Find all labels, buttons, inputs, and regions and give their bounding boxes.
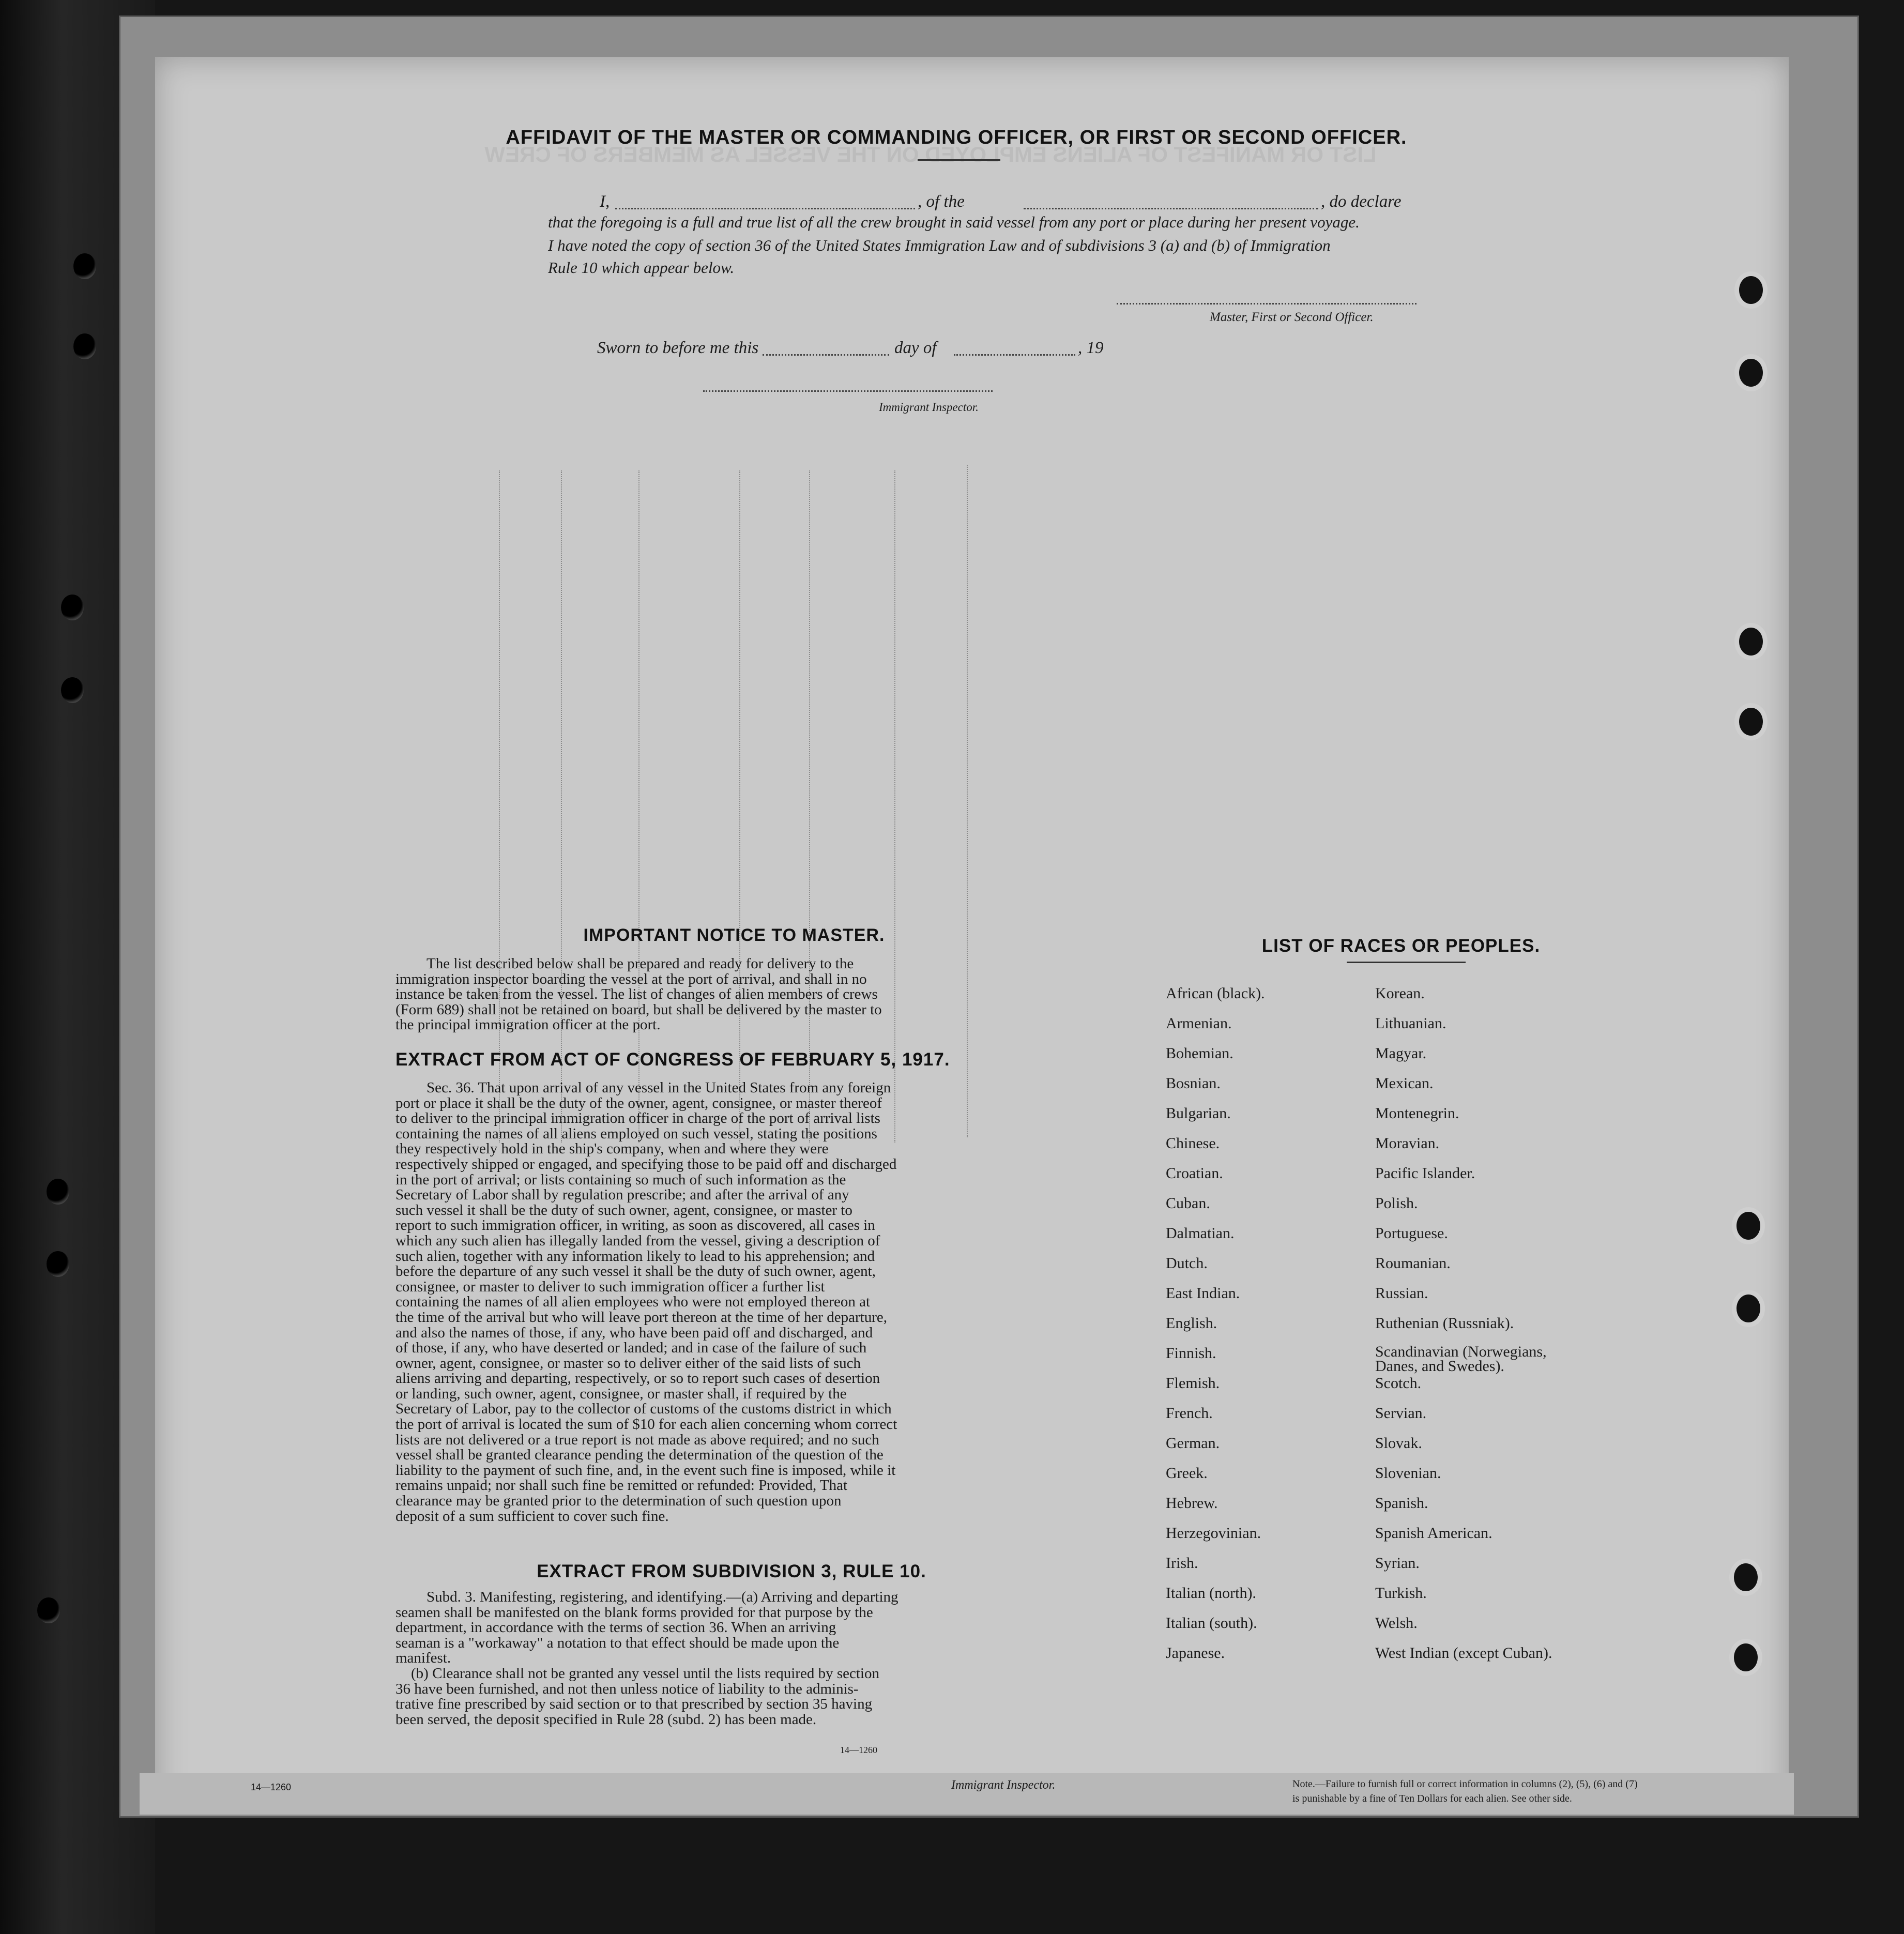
- notice-line: instance be taken from the vessel. The list of changes of alien members of crews: [395, 986, 878, 1003]
- declaration-line-3: I have noted the copy of section 36 of the United States Immigration Law and of subdivisions 3 (a) and (b) of Immigration: [548, 236, 1331, 254]
- race-item: Flemish.: [1166, 1375, 1220, 1392]
- sworn-year: , 19: [1078, 339, 1104, 357]
- act-line: remains unpaid; nor shall such fine be remitted or refunded: Provided, That: [395, 1477, 848, 1494]
- race-item: Russian.: [1375, 1285, 1428, 1302]
- footer-inspector: Immigrant Inspector.: [951, 1778, 1056, 1792]
- act-line: consignee, or master to deliver to such immigration officer a further list: [395, 1278, 825, 1295]
- act-extract-title: EXTRACT FROM ACT OF CONGRESS OF FEBRUARY 5, 1917.: [395, 1049, 950, 1070]
- race-item: Syrian.: [1375, 1555, 1420, 1572]
- column-rule: [809, 470, 810, 1143]
- race-item: Dutch.: [1166, 1255, 1208, 1272]
- master-signature-line: [1117, 303, 1416, 304]
- notice-line: The list described below shall be prepared and ready for delivery to the: [427, 955, 854, 972]
- races-column-right: [1375, 985, 1552, 1674]
- race-item: Bulgarian.: [1166, 1105, 1231, 1122]
- act-line: to deliver to the principal immigration officer in charge of the port of arrival lists: [395, 1110, 880, 1127]
- declaration-do-declare: , do declare: [1321, 192, 1402, 211]
- notice-line: immigration inspector boarding the vessel at the port of arrival, and shall in no: [395, 970, 867, 987]
- binder-ring-hole: [1729, 1559, 1762, 1596]
- binder-hole-left: [37, 1597, 60, 1623]
- act-line: or landing, such owner, agent, consignee, or master shall, if required by the: [395, 1385, 847, 1402]
- column-rule: [638, 470, 639, 1143]
- rule-extract-title: EXTRACT FROM SUBDIVISION 3, RULE 10.: [537, 1561, 926, 1581]
- act-line: Secretary of Labor shall by regulation prescribe; and after the arrival of any: [395, 1186, 849, 1204]
- race-item: Magyar.: [1375, 1045, 1427, 1062]
- column-rule: [499, 470, 500, 1143]
- act-line: such alien, together with any information likely to lead to his apprehension; and: [395, 1247, 875, 1265]
- binder-ring-hole: [1732, 1290, 1765, 1327]
- race-item: African (black).: [1166, 985, 1265, 1002]
- race-item: Irish.: [1166, 1555, 1198, 1572]
- race-item: Armenian.: [1166, 1015, 1232, 1032]
- sworn-day-blank: [763, 354, 889, 356]
- race-item: French.: [1166, 1405, 1213, 1422]
- rule-extract-body: [395, 1590, 1068, 1727]
- race-item: Servian.: [1375, 1405, 1427, 1422]
- affidavit-title: AFFIDAVIT OF THE MASTER OR COMMANDING OFFICER, OR FIRST OR SECOND OFFICER.: [506, 127, 1407, 148]
- race-item: Spanish American.: [1375, 1525, 1492, 1542]
- act-line: Sec. 36. That upon arrival of any vessel in the United States from any foreign: [427, 1079, 891, 1096]
- race-item: Bosnian.: [1166, 1075, 1221, 1092]
- race-item: Dalmatian.: [1166, 1225, 1235, 1242]
- binder-hole-left: [47, 1251, 69, 1277]
- race-item: Korean.: [1375, 985, 1425, 1002]
- form-number: 14—1260: [840, 1745, 877, 1755]
- race-item: Hebrew.: [1166, 1495, 1218, 1512]
- binder-hole-left: [73, 253, 96, 279]
- race-item: Finnish.: [1166, 1345, 1216, 1362]
- bleed-through-heading: LIST OR MANIFEST OF ALIENS EMPLOYED ON THE VESSEL AS MEMBERS OF CREW: [484, 142, 1377, 166]
- act-line: of those, if any, who have deserted or landed; and in case of the failure of such: [395, 1339, 867, 1357]
- act-line: and also the names of those, if any, who have been paid off and discharged, and: [395, 1324, 873, 1341]
- rule-line: manifest.: [395, 1650, 451, 1667]
- race-item: Italian (south).: [1166, 1615, 1257, 1632]
- binder-hole-left: [61, 595, 84, 620]
- race-item: West Indian (except Cuban).: [1375, 1644, 1552, 1662]
- inspector-signature-line: [703, 390, 993, 392]
- race-item: Italian (north).: [1166, 1585, 1256, 1602]
- binder-ring-hole: [1734, 623, 1768, 660]
- act-line: respectively shipped or engaged, and specifying those to be paid off and discharged: [395, 1155, 897, 1172]
- footer-note-line-2: is punishable by a fine of Ten Dollars for each alien. See other side.: [1292, 1793, 1572, 1804]
- column-rule: [894, 470, 895, 1143]
- act-line: deposit of a sum sufficient to cover such fine.: [395, 1507, 669, 1525]
- race-item: Slovenian.: [1375, 1465, 1441, 1482]
- title-rule: [918, 159, 1000, 161]
- footer-form-number: 14—1260: [251, 1782, 292, 1792]
- race-item: Bohemian.: [1166, 1045, 1233, 1062]
- rule-line: (b) Clearance shall not be granted any vessel until the lists required by section: [411, 1665, 879, 1682]
- race-item: English.: [1166, 1315, 1217, 1332]
- race-item: Polish.: [1375, 1195, 1418, 1212]
- act-line: port or place it shall be the duty of the owner, agent, consignee, or master thereof: [395, 1094, 882, 1111]
- column-rule: [561, 470, 562, 1143]
- rule-line: trative fine prescribed by said section or to that prescribed by section 35 having: [395, 1696, 873, 1713]
- act-line: Secretary of Labor, pay to the collector of customs of the customs district in which: [395, 1400, 892, 1418]
- binder-ring-hole: [1734, 271, 1768, 309]
- act-line: the port of arrival is located the sum of $10 for each alien concerning whom correct: [395, 1416, 897, 1433]
- race-item: Scandinavian (Norwegians, Danes, and Swedes).: [1375, 1343, 1547, 1375]
- master-signature-label: Master, First or Second Officer.: [1210, 310, 1374, 324]
- act-extract-body: [395, 1080, 1068, 1524]
- race-item: Ruthenian (Russniak).: [1375, 1315, 1514, 1332]
- act-line: before the departure of any such vessel it shall be the duty of such owner, agent,: [395, 1263, 876, 1280]
- race-item: Japanese.: [1166, 1644, 1225, 1662]
- race-item: East Indian.: [1166, 1285, 1240, 1302]
- binder-hole-left: [47, 1179, 69, 1205]
- races-title-rule: [1347, 962, 1466, 963]
- sworn-prefix: Sworn to before me this: [597, 339, 759, 357]
- act-line: containing the names of all aliens employed on such vessel, stating the positions: [395, 1125, 877, 1142]
- race-item: Croatian.: [1166, 1165, 1223, 1182]
- race-item: Cuban.: [1166, 1195, 1210, 1212]
- declaration-of-the: , of the: [918, 192, 965, 211]
- race-item: Turkish.: [1375, 1585, 1427, 1602]
- act-line: clearance may be granted prior to the determination of such question upon: [395, 1493, 842, 1510]
- act-line: vessel shall be granted clearance pending the determination of the question of the: [395, 1446, 884, 1464]
- race-item: Lithuanian.: [1375, 1015, 1446, 1032]
- act-line: lists are not delivered or a true report is not made as above required; and no such: [395, 1431, 879, 1448]
- race-item: German.: [1166, 1435, 1220, 1452]
- race-item: Greek.: [1166, 1465, 1208, 1482]
- rule-line: been served, the deposit specified in Rule 28 (subd. 2) has been made.: [395, 1711, 817, 1728]
- manifest-page: [155, 57, 1789, 1815]
- notice-line: the principal immigration officer at the port.: [395, 1016, 661, 1033]
- notice-title: IMPORTANT NOTICE TO MASTER.: [583, 925, 885, 945]
- notice-body: [395, 956, 1068, 1033]
- act-line: which any such alien has illegally landed from the vessel, giving a description of: [395, 1232, 880, 1249]
- act-line: liability to the payment of such fine, and, in the event such fine is imposed, while it: [395, 1461, 896, 1479]
- race-item: Mexican.: [1375, 1075, 1434, 1092]
- footer-note-line-1: Note.—Failure to furnish full or correct information in columns (2), (5), (6) and (7): [1292, 1778, 1638, 1790]
- column-rule: [739, 470, 740, 1143]
- race-item: Roumanian.: [1375, 1255, 1451, 1272]
- binder-ring-hole: [1734, 703, 1768, 740]
- race-item: Welsh.: [1375, 1615, 1418, 1632]
- act-line: report to such immigration officer, in writing, as soon as discovered, all cases in: [395, 1217, 875, 1234]
- race-item: Portuguese.: [1375, 1225, 1448, 1242]
- binder-hole-left: [61, 677, 84, 703]
- column-rule: [967, 465, 968, 1137]
- declaration-i: I,: [600, 192, 610, 211]
- act-line: they respectively hold in the ship's company, when and where they were: [395, 1140, 829, 1158]
- race-item: Herzegovinian.: [1166, 1525, 1261, 1542]
- sworn-month-blank: [954, 354, 1075, 356]
- binder-hole-left: [73, 333, 96, 359]
- binder-ring-hole: [1732, 1207, 1765, 1244]
- race-item: Chinese.: [1166, 1135, 1220, 1152]
- race-item: Moravian.: [1375, 1135, 1440, 1152]
- notice-line: (Form 689) shall not be retained on board, but shall be delivered by the master to: [395, 1001, 882, 1018]
- act-line: such vessel it shall be the duty of such owner, agent, consignee, or master to: [395, 1201, 852, 1219]
- sworn-day-of: day of: [894, 339, 937, 357]
- race-item: Montenegrin.: [1375, 1105, 1459, 1122]
- binder-ring-hole: [1734, 354, 1768, 391]
- race-item: Spanish.: [1375, 1495, 1428, 1512]
- rule-line: 36 have been furnished, and not then unless notice of liability to the adminis-: [395, 1680, 859, 1697]
- race-item: Scotch.: [1375, 1375, 1422, 1392]
- binder-ring-hole: [1729, 1639, 1762, 1676]
- inspector-label: Immigrant Inspector.: [879, 401, 979, 414]
- declaration-line-4: Rule 10 which appear below.: [548, 258, 735, 277]
- act-line: containing the names of all alien employees who were not employed thereon at: [395, 1293, 871, 1311]
- races-column-left: [1166, 985, 1265, 1674]
- races-title: LIST OF RACES OR PEOPLES.: [1261, 936, 1541, 956]
- declaration-line-2: that the foregoing is a full and true list of all the crew brought in said vessel from any port or place during her present voyage.: [548, 213, 1360, 231]
- rule-line: department, in accordance with the terms of section 36. When an arriving: [395, 1619, 836, 1636]
- act-line: aliens arriving and departing, respectively, or so to report such cases of desertion: [395, 1370, 880, 1387]
- vessel-blank: [1024, 208, 1318, 209]
- rule-line: Subd. 3. Manifesting, registering, and identifying.—(a) Arriving and departing: [427, 1589, 898, 1605]
- act-line: the time of the arrival but who will leave port thereon at the time of her departure,: [395, 1308, 888, 1326]
- act-line: in the port of arrival; or lists containing so much of such information as the: [395, 1171, 846, 1188]
- act-line: owner, agent, consignee, or master so to deliver either of the said lists of such: [395, 1354, 861, 1372]
- rule-line: seaman is a "workaway" a notation to that effect should be made upon the: [395, 1634, 840, 1651]
- rule-line: seamen shall be manifested on the blank forms provided for that purpose by the: [395, 1604, 873, 1621]
- race-item: Slovak.: [1375, 1435, 1422, 1452]
- race-item: Pacific Islander.: [1375, 1165, 1475, 1182]
- name-blank: [615, 208, 915, 209]
